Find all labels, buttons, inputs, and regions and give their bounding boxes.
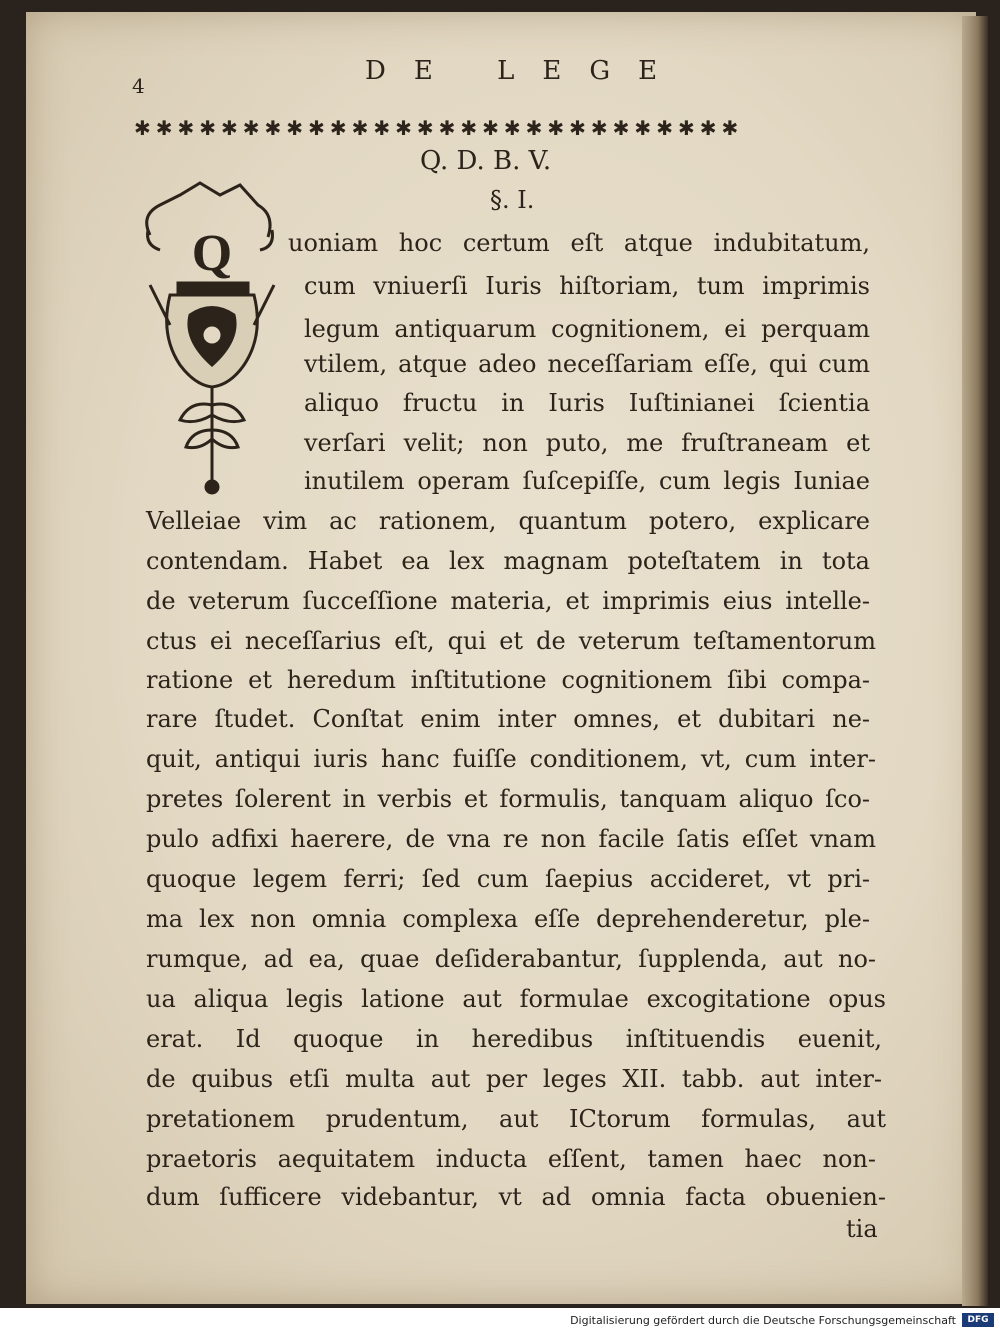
text-line: vtilem, atque adeo neceſſariam eſſe, qui cum xyxy=(304,350,870,378)
invocation-heading: Q. D. B. V. xyxy=(420,146,552,176)
text-line: dum ſufficere videbantur, vt ad omnia facta obuenien- xyxy=(146,1183,886,1211)
text-line: inutilem operam ſuſcepiſſe, cum legis Iuniae xyxy=(304,467,870,495)
text-line: de veterum ſucceſſione materia, et imprimis eius intelle- xyxy=(146,587,870,615)
text-line: pretationem prudentum, aut ICtorum formulas, aut xyxy=(146,1105,886,1133)
text-line: ctus ei neceſſarius eſt, qui et de veterum teſtamentorum xyxy=(146,627,876,655)
text-line: ua aliqua legis latione aut formulae excogitatione opus xyxy=(146,985,886,1013)
page-number: 4 xyxy=(132,74,145,98)
text-line: ma lex non omnia complexa eſſe deprehenderetur, ple- xyxy=(146,905,870,933)
catchword: tia xyxy=(846,1215,878,1243)
text-line: erat. Id quoque in heredibus inſtituendis euenit, xyxy=(146,1025,882,1053)
body-text xyxy=(0,224,1000,1243)
text-line: de quibus etſi multa aut per leges XII. tabb. aut inter- xyxy=(146,1065,882,1093)
text-line: praetoris aequitatem inducta eſſent, tamen haec non- xyxy=(146,1145,876,1173)
digitization-footer xyxy=(0,1308,1000,1334)
text-line: aliquo fructu in Iuris Iuſtinianei ſcientia xyxy=(304,389,870,417)
text-line: rumque, ad ea, quae deſiderabantur, ſupplenda, aut no- xyxy=(146,945,876,973)
text-line: cum vniuerſi Iuris hiſtoriam, tum imprimis xyxy=(304,272,870,300)
dfg-logo-icon: DFG xyxy=(962,1313,994,1327)
text-line: pretes ſolerent in verbis et formulis, tanquam aliquo ſco- xyxy=(146,785,870,813)
running-title: DE LEGE xyxy=(365,56,686,86)
section-heading: §. I. xyxy=(490,186,535,214)
text-line: contendam. Habet ea lex magnam poteſtatem in tota xyxy=(146,547,870,575)
text-line: quoque legem ferri; ſed cum ſaepius accideret, vt pri- xyxy=(146,865,870,893)
text-line: quit, antiqui iuris hanc fuiſſe conditionem, vt, cum inter- xyxy=(146,745,876,773)
text-line: Velleiae vim ac rationem, quantum potero, explicare xyxy=(146,507,870,535)
text-line: uoniam hoc certum eſt atque indubitatum, xyxy=(288,229,870,257)
text-line: legum antiquarum cognitionem, ei perquam xyxy=(304,315,870,343)
initial-letter: Q xyxy=(191,225,233,282)
text-line: pulo adfixi haerere, de vna re non facile ſatis eſſet vnam xyxy=(146,825,876,853)
page-header xyxy=(0,52,1000,98)
text-line: ratione et heredum inſtitutione cognitionem ſibi compa- xyxy=(146,666,870,694)
footer-credit: Digitalisierung gefördert durch die Deutsche Forschungsgemeinschaft xyxy=(570,1314,956,1327)
text-line: verſari velit; non puto, me fruſtraneam et xyxy=(304,429,870,457)
text-line: rare ſtudet. Conſtat enim inter omnes, et dubitari ne- xyxy=(146,705,870,733)
ornament-rule: ✱✱✱✱✱✱✱✱✱✱✱✱✱✱✱✱✱✱✱✱✱✱✱✱✱✱✱✱ xyxy=(134,116,744,140)
